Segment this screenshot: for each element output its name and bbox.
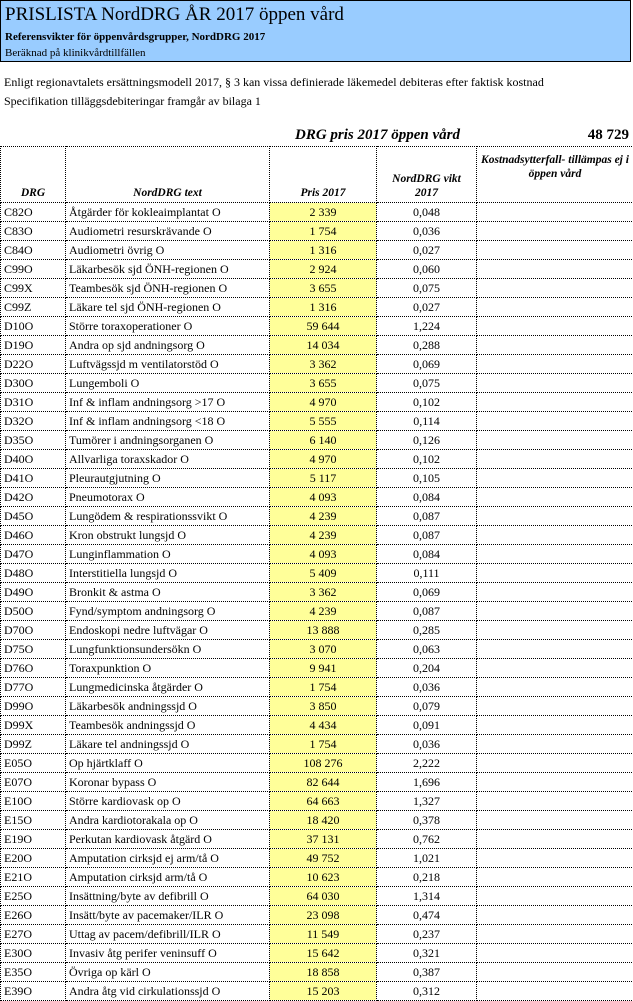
vikt-cell: 0,218 [377,868,477,887]
pris-cell: 37 131 [270,830,377,849]
table-row [1,906,633,925]
drg-code-cell: D99X [1,716,66,735]
col-header-kostnadsytterfall: Kostnadsytterfall- tillämpas ej i öppen vård [477,147,633,203]
pris-cell: 3 850 [270,697,377,716]
drg-code-cell: D22O [1,355,66,374]
intro-line-2: Specifikation tilläggsdebiteringar framgår av bilaga 1 [4,94,261,109]
vikt-cell: 0,288 [377,336,477,355]
pris-cell: 18 420 [270,811,377,830]
drg-text-cell: Åtgärder för kokleaimplantat O [66,203,270,222]
pris-cell: 18 858 [270,963,377,982]
table-row [1,792,633,811]
vikt-cell: 1,327 [377,792,477,811]
pris-cell: 15 203 [270,982,377,1001]
drg-code-cell: E20O [1,849,66,868]
drg-code-cell: D46O [1,526,66,545]
pris-cell: 15 642 [270,944,377,963]
pris-cell: 3 655 [270,374,377,393]
drg-code-cell: D30O [1,374,66,393]
pris-cell: 4 970 [270,450,377,469]
vikt-cell: 0,102 [377,450,477,469]
table-row [1,659,633,678]
kostnadsytterfall-cell [477,697,633,716]
kostnadsytterfall-cell [477,906,633,925]
drg-code-cell: D49O [1,583,66,602]
kostnadsytterfall-cell [477,659,633,678]
table-header-row [1,147,633,203]
vikt-cell: 0,069 [377,355,477,374]
kostnadsytterfall-cell [477,374,633,393]
drg-code-cell: C83O [1,222,66,241]
page-note: Beräknad på klinikvårdtillfällen [5,46,146,60]
drg-code-cell: E10O [1,792,66,811]
drg-text-cell: Lungemboli O [66,374,270,393]
pris-cell: 59 644 [270,317,377,336]
pris-cell: 64 030 [270,887,377,906]
drg-code-cell: C82O [1,203,66,222]
kostnadsytterfall-cell [477,260,633,279]
col-header-drg: DRG [1,147,66,203]
drg-text-cell: Insätt/byte av pacemaker/ILR O [66,906,270,925]
vikt-cell: 0,105 [377,469,477,488]
drg-code-cell: E07O [1,773,66,792]
pris-cell: 108 276 [270,754,377,773]
drg-code-cell: E35O [1,963,66,982]
table-row [1,298,633,317]
kostnadsytterfall-cell [477,203,633,222]
kostnadsytterfall-cell [477,811,633,830]
drg-code-cell: C99X [1,279,66,298]
kostnadsytterfall-cell [477,754,633,773]
kostnadsytterfall-cell [477,887,633,906]
table-row [1,583,633,602]
drg-text-cell: Övriga op kärl O [66,963,270,982]
kostnadsytterfall-cell [477,849,633,868]
table-row [1,830,633,849]
vikt-cell: 0,027 [377,241,477,260]
kostnadsytterfall-cell [477,830,633,849]
drg-text-cell: Teambesök andningssjd O [66,716,270,735]
table-row [1,431,633,450]
table-row [1,602,633,621]
table-row [1,716,633,735]
drg-code-cell: D31O [1,393,66,412]
table-row [1,412,633,431]
drg-code-cell: D99O [1,697,66,716]
kostnadsytterfall-cell [477,773,633,792]
vikt-cell: 0,075 [377,279,477,298]
drg-text-cell: Andra kardiotorakala op O [66,811,270,830]
drg-text-cell: Större kardiovask op O [66,792,270,811]
drg-code-cell: E19O [1,830,66,849]
table-row [1,526,633,545]
table-row [1,849,633,868]
pris-cell: 2 339 [270,203,377,222]
kostnadsytterfall-cell [477,450,633,469]
table-row [1,336,633,355]
drg-text-cell: Lungfunktionsundersökn O [66,640,270,659]
vikt-cell: 0,474 [377,906,477,925]
drg-text-cell: Andra åtg vid cirkulationssjd O [66,982,270,1001]
table-row [1,982,633,1001]
table-row [1,203,633,222]
vikt-cell: 1,696 [377,773,477,792]
vikt-cell: 0,069 [377,583,477,602]
kostnadsytterfall-cell [477,336,633,355]
table-row [1,507,633,526]
table-row [1,944,633,963]
table-row [1,260,633,279]
pris-cell: 11 549 [270,925,377,944]
title-banner [0,0,631,62]
drg-code-cell: E05O [1,754,66,773]
vikt-cell: 0,204 [377,659,477,678]
vikt-cell: 0,285 [377,621,477,640]
vikt-cell: 0,091 [377,716,477,735]
table-row [1,241,633,260]
page-title: PRISLISTA NordDRG ÅR 2017 öppen vård [5,3,344,27]
col-header-text: NordDRG text [66,147,270,203]
intro-line-1: Enligt regionavtalets ersättningsmodell 2017, § 3 kan vissa definierade läkemedel debiteras efter faktisk kostnad [4,75,544,90]
drg-code-cell: D35O [1,431,66,450]
vikt-cell: 0,084 [377,545,477,564]
table-row [1,887,633,906]
drg-text-cell: Läkare tel andningssjd O [66,735,270,754]
table-row [1,279,633,298]
drg-text-cell: Lungödem & respirationssvikt O [66,507,270,526]
drg-code-cell: D48O [1,564,66,583]
pris-cell: 64 663 [270,792,377,811]
drg-text-cell: Kron obstrukt lungsjd O [66,526,270,545]
drg-text-cell: Fynd/symptom andningsorg O [66,602,270,621]
vikt-cell: 0,114 [377,412,477,431]
drg-code-cell: E39O [1,982,66,1001]
vikt-cell: 0,087 [377,602,477,621]
table-row [1,697,633,716]
table-row [1,374,633,393]
kostnadsytterfall-cell [477,317,633,336]
drg-code-cell: D99Z [1,735,66,754]
kostnadsytterfall-cell [477,564,633,583]
drg-code-cell: D32O [1,412,66,431]
kostnadsytterfall-cell [477,545,633,564]
vikt-cell: 0,075 [377,374,477,393]
vikt-cell: 0,048 [377,203,477,222]
vikt-cell: 0,063 [377,640,477,659]
drg-text-cell: Invasiv åtg perifer veninsuff O [66,944,270,963]
pris-cell: 82 644 [270,773,377,792]
drg-text-cell: Allvarliga toraxskador O [66,450,270,469]
pris-cell: 3 362 [270,583,377,602]
pris-cell: 3 070 [270,640,377,659]
drg-text-cell: Interstitiella lungsjd O [66,564,270,583]
col-header-pris: Pris 2017 [270,147,377,203]
drg-text-cell: Läkarbesök andningssjd O [66,697,270,716]
drg-code-cell: E30O [1,944,66,963]
drg-code-cell: D50O [1,602,66,621]
kostnadsytterfall-cell [477,222,633,241]
kostnadsytterfall-cell [477,716,633,735]
drg-text-cell: Audiometri övrig O [66,241,270,260]
drg-text-cell: Amputation cirksjd ej arm/tå O [66,849,270,868]
drg-code-cell: C84O [1,241,66,260]
drg-text-cell: Amputation cirksjd arm/tå O [66,868,270,887]
drg-code-cell: D41O [1,469,66,488]
pris-cell: 10 623 [270,868,377,887]
col-header-vikt: NordDRG vikt 2017 [377,147,477,203]
kostnadsytterfall-cell [477,868,633,887]
pris-cell: 9 941 [270,659,377,678]
table-row [1,469,633,488]
kostnadsytterfall-cell [477,621,633,640]
drg-text-cell: Endoskopi nedre luftvägar O [66,621,270,640]
pris-cell: 13 888 [270,621,377,640]
kostnadsytterfall-cell [477,640,633,659]
kostnadsytterfall-cell [477,944,633,963]
pris-cell: 4 239 [270,526,377,545]
table-row [1,868,633,887]
vikt-cell: 2,222 [377,754,477,773]
drg-code-cell: E21O [1,868,66,887]
table-row [1,317,633,336]
pris-cell: 3 655 [270,279,377,298]
pris-cell: 4 434 [270,716,377,735]
kostnadsytterfall-cell [477,279,633,298]
vikt-cell: 0,027 [377,298,477,317]
table-row [1,355,633,374]
vikt-cell: 0,111 [377,564,477,583]
kostnadsytterfall-cell [477,925,633,944]
kostnadsytterfall-cell [477,488,633,507]
drg-price-row [0,126,633,146]
table-row [1,621,633,640]
drg-text-cell: Koronar bypass O [66,773,270,792]
kostnadsytterfall-cell [477,792,633,811]
drg-code-cell: D10O [1,317,66,336]
drg-code-cell: E27O [1,925,66,944]
pris-cell: 2 924 [270,260,377,279]
drg-text-cell: Tumörer i andningsorganen O [66,431,270,450]
kostnadsytterfall-cell [477,963,633,982]
vikt-cell: 0,321 [377,944,477,963]
table-row [1,925,633,944]
drg-code-cell: D19O [1,336,66,355]
pris-cell: 49 752 [270,849,377,868]
table-row [1,678,633,697]
price-table [0,146,633,1001]
drg-text-cell: Op hjärtklaff O [66,754,270,773]
kostnadsytterfall-cell [477,393,633,412]
kostnadsytterfall-cell [477,298,633,317]
pris-cell: 4 239 [270,507,377,526]
vikt-cell: 0,126 [377,431,477,450]
pris-cell: 1 316 [270,298,377,317]
vikt-cell: 0,102 [377,393,477,412]
drg-code-cell: D70O [1,621,66,640]
vikt-cell: 0,312 [377,982,477,1001]
drg-code-cell: D77O [1,678,66,697]
kostnadsytterfall-cell [477,526,633,545]
table-row [1,488,633,507]
kostnadsytterfall-cell [477,583,633,602]
drg-text-cell: Läkarbesök sjd ÖNH-regionen O [66,260,270,279]
vikt-cell: 0,036 [377,735,477,754]
pris-cell: 4 239 [270,602,377,621]
drg-price-value: 48 729 [588,127,629,144]
drg-code-cell: D45O [1,507,66,526]
table-row [1,811,633,830]
pris-cell: 1 316 [270,241,377,260]
drg-code-cell: D40O [1,450,66,469]
drg-text-cell: Luftvägssjd m ventilatorstöd O [66,355,270,374]
drg-code-cell: C99Z [1,298,66,317]
table-row [1,640,633,659]
kostnadsytterfall-cell [477,982,633,1001]
kostnadsytterfall-cell [477,735,633,754]
pris-cell: 5 409 [270,564,377,583]
vikt-cell: 0,087 [377,526,477,545]
drg-text-cell: Andra op sjd andningsorg O [66,336,270,355]
drg-price-label: DRG pris 2017 öppen vård [295,127,460,144]
table-row [1,963,633,982]
table-row [1,754,633,773]
kostnadsytterfall-cell [477,412,633,431]
drg-code-cell: D42O [1,488,66,507]
vikt-cell: 0,762 [377,830,477,849]
drg-text-cell: Toraxpunktion O [66,659,270,678]
pris-cell: 5 555 [270,412,377,431]
drg-text-cell: Bronkit & astma O [66,583,270,602]
vikt-cell: 1,021 [377,849,477,868]
table-row [1,773,633,792]
kostnadsytterfall-cell [477,469,633,488]
vikt-cell: 0,237 [377,925,477,944]
kostnadsytterfall-cell [477,678,633,697]
vikt-cell: 0,036 [377,678,477,697]
vikt-cell: 0,079 [377,697,477,716]
pris-cell: 4 093 [270,545,377,564]
drg-text-cell: Teambesök sjd ÖNH-regionen O [66,279,270,298]
drg-text-cell: Lungmedicinska åtgärder O [66,678,270,697]
drg-code-cell: E26O [1,906,66,925]
drg-text-cell: Större toraxoperationer O [66,317,270,336]
drg-text-cell: Inf & inflam andningsorg >17 O [66,393,270,412]
drg-text-cell: Perkutan kardiovask åtgärd O [66,830,270,849]
drg-code-cell: E25O [1,887,66,906]
pris-cell: 4 093 [270,488,377,507]
drg-code-cell: D76O [1,659,66,678]
drg-code-cell: D47O [1,545,66,564]
pris-cell: 4 970 [270,393,377,412]
pris-cell: 1 754 [270,222,377,241]
drg-text-cell: Inf & inflam andningsorg <18 O [66,412,270,431]
drg-code-cell: E15O [1,811,66,830]
drg-text-cell: Uttag av pacem/defibrill/ILR O [66,925,270,944]
vikt-cell: 0,387 [377,963,477,982]
table-row [1,735,633,754]
vikt-cell: 1,224 [377,317,477,336]
table-row [1,450,633,469]
pris-cell: 3 362 [270,355,377,374]
vikt-cell: 1,314 [377,887,477,906]
kostnadsytterfall-cell [477,241,633,260]
drg-code-cell: C99O [1,260,66,279]
drg-text-cell: Insättning/byte av defibrill O [66,887,270,906]
table-row [1,545,633,564]
pris-cell: 1 754 [270,735,377,754]
pris-cell: 14 034 [270,336,377,355]
drg-text-cell: Audiometri resurskrävande O [66,222,270,241]
drg-text-cell: Pneumotorax O [66,488,270,507]
kostnadsytterfall-cell [477,602,633,621]
kostnadsytterfall-cell [477,431,633,450]
pris-cell: 1 754 [270,678,377,697]
pris-cell: 6 140 [270,431,377,450]
drg-text-cell: Läkare tel sjd ÖNH-regionen O [66,298,270,317]
table-row [1,222,633,241]
table-row [1,393,633,412]
vikt-cell: 0,060 [377,260,477,279]
pris-cell: 5 117 [270,469,377,488]
pris-cell: 23 098 [270,906,377,925]
drg-code-cell: D75O [1,640,66,659]
vikt-cell: 0,378 [377,811,477,830]
page-subtitle: Referensvikter för öppenvårdsgrupper, NordDRG 2017 [5,30,265,44]
table-row [1,564,633,583]
kostnadsytterfall-cell [477,507,633,526]
vikt-cell: 0,036 [377,222,477,241]
drg-text-cell: Pleurautgjutning O [66,469,270,488]
kostnadsytterfall-cell [477,355,633,374]
vikt-cell: 0,084 [377,488,477,507]
vikt-cell: 0,087 [377,507,477,526]
drg-text-cell: Lunginflammation O [66,545,270,564]
table-body [1,203,633,1001]
